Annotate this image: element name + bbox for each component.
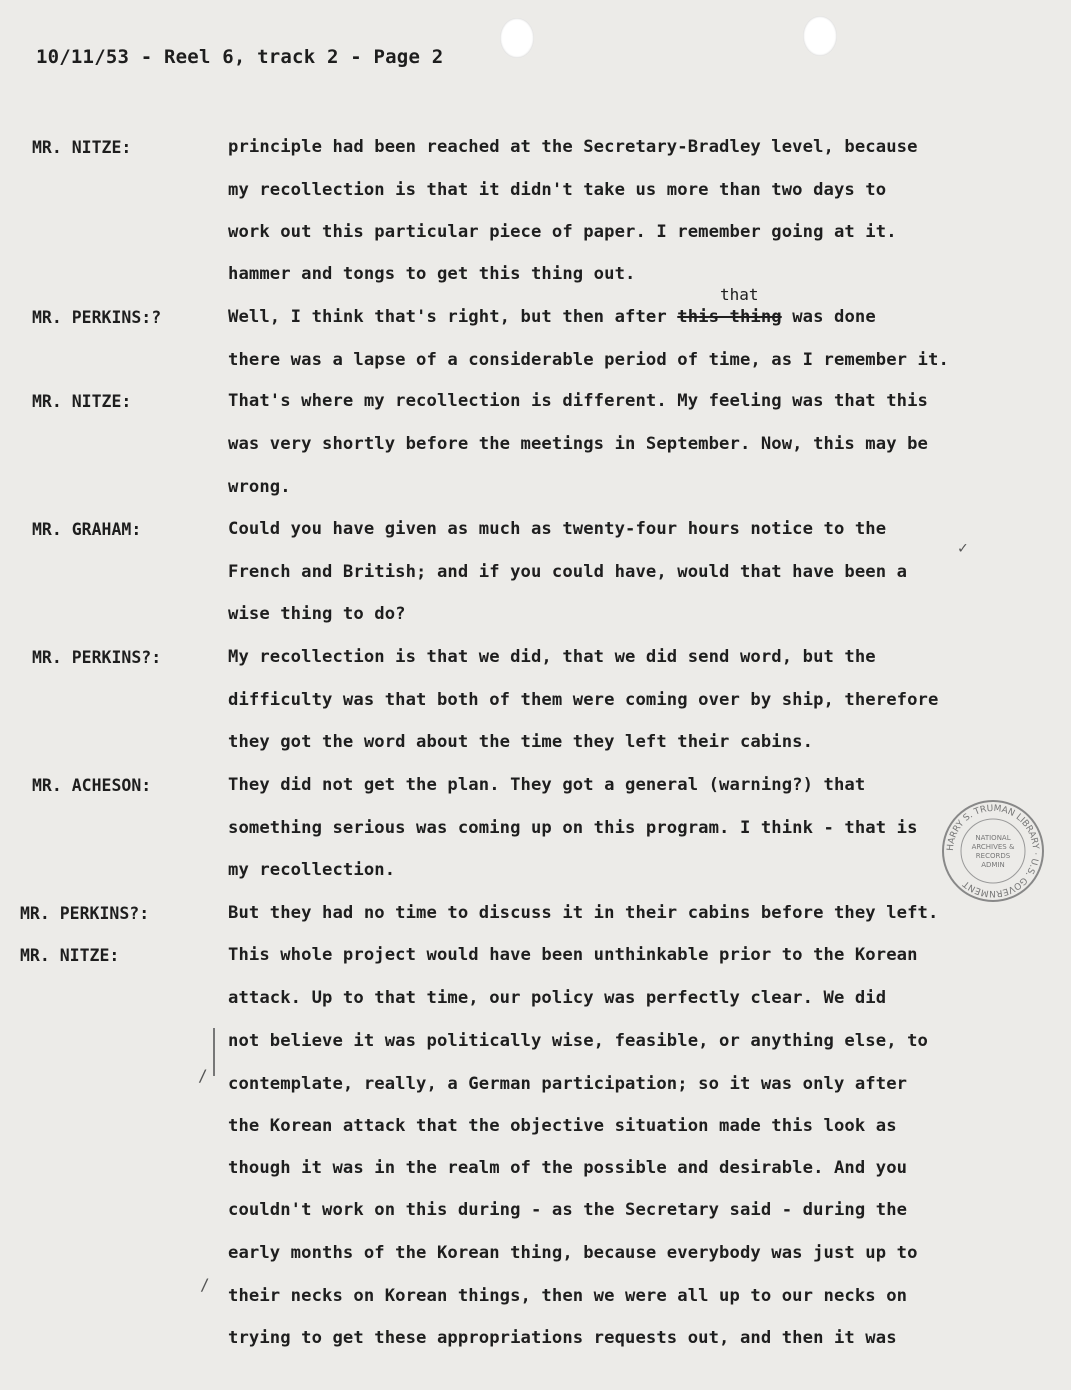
transcript-line: attack. Up to that time, our policy was perfectly clear. We did (228, 988, 887, 1008)
transcript-line: something serious was coming up on this program. I think - that is (228, 818, 918, 838)
speaker-label: MR. ACHESON: (32, 776, 152, 795)
speaker-label: MR. NITZE: (32, 392, 132, 411)
transcript-line: contemplate, really, a German participation; so it was only after (228, 1074, 908, 1094)
punch-hole-left (500, 18, 534, 58)
punch-hole-right (803, 16, 837, 56)
stamp-center-text: ARCHIVES & (971, 843, 1015, 851)
transcript-line: My recollection is that we did, that we did send word, but the (228, 647, 876, 667)
transcript-line: their necks on Korean things, then we were all up to our necks on (228, 1286, 908, 1306)
page-header: 10/11/53 - Reel 6, track 2 - Page 2 (36, 46, 444, 68)
stamp-center-text: ADMIN (981, 861, 1005, 869)
transcript-line: not believe it was politically wise, feasible, or anything else, to (228, 1031, 928, 1051)
archive-stamp (940, 798, 1046, 904)
margin-rule (213, 1028, 215, 1076)
interlinear-insert: that (720, 285, 759, 304)
transcript-line: French and British; and if you could have, would that have been a (228, 562, 908, 582)
transcript-line: wrong. (228, 477, 291, 497)
speaker-label: MR. GRAHAM: (32, 520, 142, 539)
line-text: Well, I think that's right, but then after (228, 307, 667, 327)
speaker-label: MR. PERKINS?: (20, 904, 150, 923)
transcript-line: though it was in the realm of the possible and desirable. And you (228, 1158, 908, 1178)
transcript-line: That's where my recollection is different. My feeling was that this (228, 391, 928, 411)
transcript-line: the Korean attack that the objective situation made this look as (228, 1116, 897, 1136)
transcript-line: But they had no time to discuss it in their cabins before they left. (228, 903, 939, 923)
stamp-ring-text: HARRY S. TRUMAN LIBRARY · U.S. GOVERNMENT (945, 803, 1041, 899)
transcript-line: difficulty was that both of them were coming over by ship, therefore (228, 690, 939, 710)
transcript-line: They did not get the plan. They got a general (warning?) that (228, 775, 866, 795)
transcript-line: work out this particular piece of paper. I remember going at it. (228, 222, 897, 242)
transcript-line: they got the word about the time they left their cabins. (228, 732, 814, 752)
check-mark: / (198, 1066, 208, 1085)
struck-text: this thing (677, 307, 782, 327)
line-text: was done (792, 307, 876, 327)
transcript-line: my recollection. (228, 860, 396, 880)
speaker-label: MR. NITZE: (20, 946, 120, 965)
transcript-line: principle had been reached at the Secretary-Bradley level, because (228, 137, 918, 157)
stamp-center-text: NATIONAL (975, 834, 1011, 842)
transcript-line: couldn't work on this during - as the Secretary said - during the (228, 1200, 908, 1220)
speaker-label: MR. PERKINS?: (32, 648, 162, 667)
transcript-line: This whole project would have been unthinkable prior to the Korean (228, 945, 918, 965)
stamp-center-text: RECORDS (975, 852, 1011, 860)
check-mark: ✓ (958, 538, 968, 557)
transcript-line (228, 307, 876, 327)
transcript-line: wise thing to do? (228, 604, 406, 624)
speaker-label: MR. PERKINS:? (32, 308, 162, 327)
transcript-line: my recollection is that it didn't take us more than two days to (228, 180, 887, 200)
transcript-line: early months of the Korean thing, because everybody was just up to (228, 1243, 918, 1263)
speaker-label: MR. NITZE: (32, 138, 132, 157)
transcript-line: was very shortly before the meetings in September. Now, this may be (228, 434, 928, 454)
transcript-line: there was a lapse of a considerable period of time, as I remember it. (228, 350, 949, 370)
transcript-line: hammer and tongs to get this thing out. (228, 264, 636, 284)
transcript-line: Could you have given as much as twenty-four hours notice to the (228, 519, 887, 539)
transcript-line: trying to get these appropriations requests out, and then it was (228, 1328, 897, 1348)
check-mark: / (200, 1275, 210, 1294)
